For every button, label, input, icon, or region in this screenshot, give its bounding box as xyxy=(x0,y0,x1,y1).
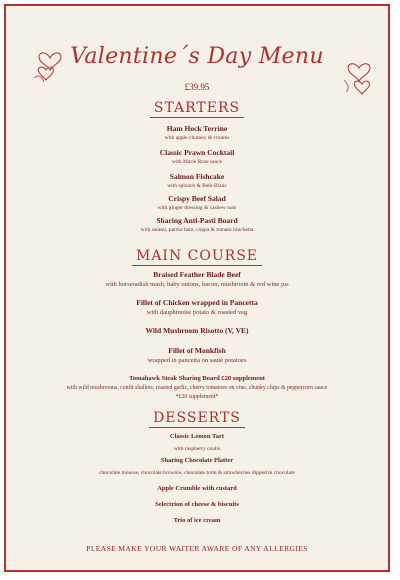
starter-item: Salmon Fishcake with spinach & Beŕe Blanc xyxy=(167,172,227,189)
dessert-item: Trio of ice cream xyxy=(173,517,221,524)
main-course-item: Tomahawk Steak Sharing Board £20 supplement with wild mushrooms, confit shallots, roasted garlic, cherry tomatoes on vine, chunky chips & peppercorn sauce *£20 supplement* xyxy=(66,375,328,400)
dessert-item: Classic Lemon Tart with raspberry coulis xyxy=(169,433,225,452)
allergy-notice: PLEASE MAKE YOUR WAITER AWARE OF ANY ALLERGIES xyxy=(86,544,308,553)
menu-card xyxy=(4,4,390,572)
starter-item: Ham Hock Terrine with apple chutney & croutes xyxy=(164,124,230,141)
dessert-item: Sharing Chocolate Platter chocolate mousse, chocolate brownie, chocolate torte & strawberries dipped in chocolate xyxy=(99,457,295,476)
starters-heading: STARTERS xyxy=(6,100,388,116)
desserts-heading: DESSERTS xyxy=(6,410,388,426)
main-course-item: Braised Feather Blade Beef with horseradish mash, baby onions, bacon, mushroom & red wine jus xyxy=(105,270,289,288)
starter-item: Crispy Beef Salad with ginger dressing & cashew nuts xyxy=(157,194,237,211)
main-course-heading: MAIN COURSE xyxy=(6,248,388,264)
main-course-item: Wild Mushroom Risotto (V, VE) xyxy=(145,326,249,335)
starter-item: Classic Prawn Cocktail with Marie Rose sauce xyxy=(159,148,235,165)
menu-title: Valentine´s Day Menu xyxy=(70,44,324,69)
main-course-item: Fillet of Chicken wrapped in Pancetta with dauphinoise potato & roasted veg xyxy=(136,298,258,316)
main-course-item: Fillet of Monkfish wrapped in pancetta on sauté potatoes xyxy=(147,346,247,364)
dessert-item: Apple Crumble with custard xyxy=(157,485,237,492)
menu-price: £39.95 xyxy=(184,82,210,92)
dessert-item: Selectrion of cheese & biscuits xyxy=(155,501,239,508)
starter-item: Sharing Anti-Pasti Board with salami, parma ham, coppa & tomato bruchetta xyxy=(140,216,254,233)
